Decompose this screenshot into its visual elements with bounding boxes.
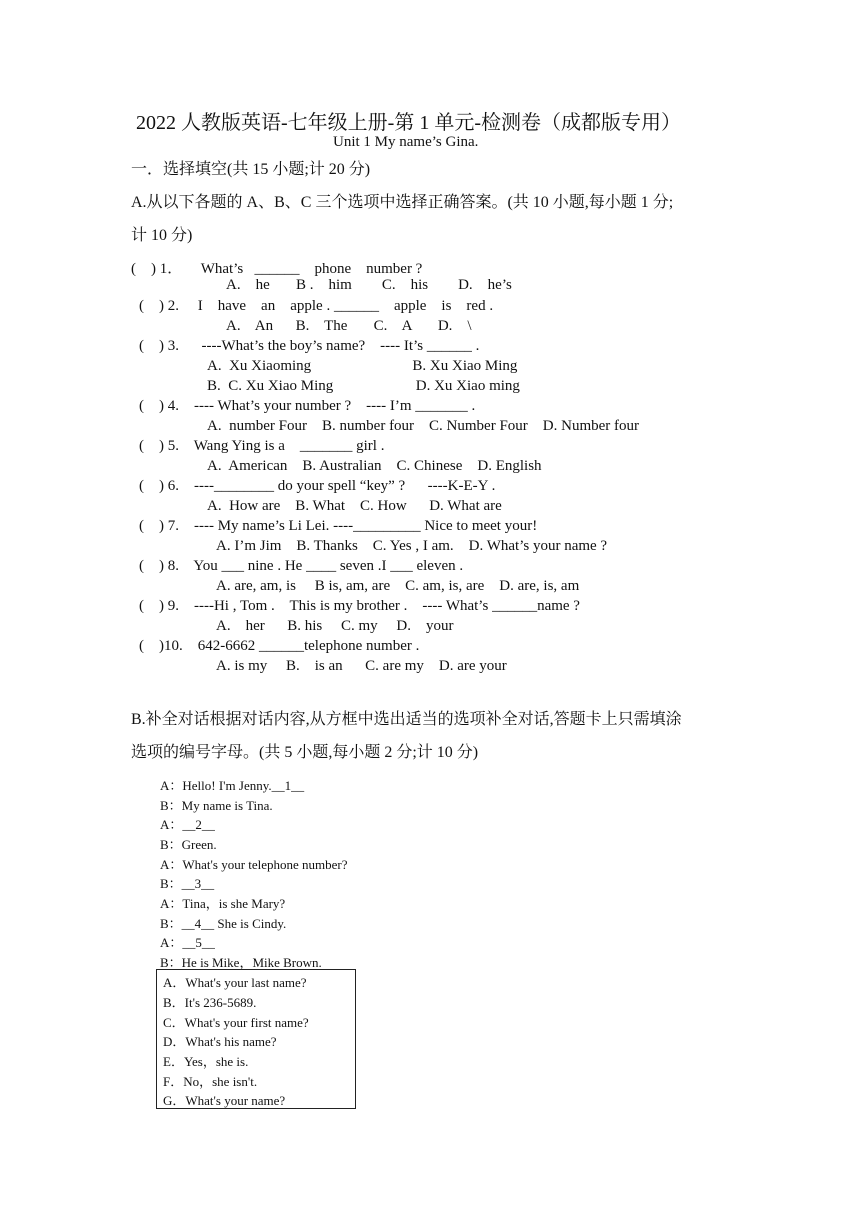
choice-c: C．What's your first name? [163, 1015, 309, 1030]
question-10-stem: ( )10. 642-6662 ______telephone number . [139, 638, 420, 654]
section-heading: 一．选择填空(共 15 小题;计 20 分) [131, 161, 371, 178]
unit-subtitle: Unit 1 My name’s Gina. [333, 134, 479, 150]
question-9-stem: ( ) 9. ----Hi , Tom . This is my brother . ---- What’s ______name ? [139, 598, 580, 614]
question-3-options-1: A. Xu Xiaoming B. Xu Xiao Ming [207, 358, 518, 374]
choice-e: E．Yes，she is. [163, 1054, 249, 1069]
question-2-stem: ( ) 2. I have an apple . ______ apple is red . [139, 298, 494, 314]
question-7-options: A. I’m Jim B. Thanks C. Yes , I am. D. What’s your name ? [216, 538, 608, 554]
dialogue-line-3: A：__2__ [160, 817, 215, 832]
choice-d: D．What's his name? [163, 1034, 277, 1049]
choice-b: B．It's 236-5689. [163, 995, 257, 1010]
question-7-stem: ( ) 7. ---- My name’s Li Lei. ----_________ Nice to meet your! [139, 518, 538, 534]
question-4-stem: ( ) 4. ---- What’s your number ? ---- I’m _______ . [139, 398, 476, 414]
question-6-options: A. How are B. What C. How D. What are [207, 498, 502, 514]
choice-g: G．What's your name? [163, 1093, 286, 1108]
question-8-options: A. are, am, is B is, am, are C. am, is, are D. are, is, am [216, 578, 580, 594]
choice-f: F．No，she isn't. [163, 1074, 258, 1089]
dialogue-line-2: B：My name is Tina. [160, 798, 273, 813]
question-10-options: A. is my B. is an C. are my D. are your [216, 658, 507, 674]
question-1-stem: ( ) 1． What’s ______ phone number ? [131, 261, 423, 277]
question-3-options-2: B. C. Xu Xiao Ming D. Xu Xiao ming [207, 378, 520, 394]
dialogue-line-5: A：What's your telephone number? [160, 857, 348, 872]
question-9-options: A. her B. his C. my D. your [216, 618, 454, 634]
dialogue-line-6: B：__3__ [160, 876, 215, 891]
part-b-instruction-line2: 选项的编号字母。(共 5 小题,每小题 2 分;计 10 分) [131, 744, 479, 761]
question-5-stem: ( ) 5. Wang Ying is a _______ girl . [139, 438, 385, 454]
dialogue-line-9: A：__5__ [160, 935, 215, 950]
dialogue-line-8: B：__4__ She is Cindy. [160, 916, 287, 931]
question-1-options: A. he B . him C. his D. he’s [226, 277, 512, 293]
question-6-stem: ( ) 6. ----________ do your spell “key” ? ----K-E-Y . [139, 478, 496, 494]
choice-a: A．What's your last name? [163, 975, 307, 990]
question-4-options: A. number Four B. number four C. Number Four D. Number four [207, 418, 640, 434]
dialogue-line-1: A：Hello! I'm Jenny.__1__ [160, 778, 305, 793]
dialogue-line-10: B：He is Mike，Mike Brown. [160, 955, 322, 970]
dialogue-line-4: B：Green. [160, 837, 217, 852]
question-2-options: A. An B. The C. A D. \ [226, 318, 472, 334]
question-5-options: A. American B. Australian C. Chinese D. English [207, 458, 542, 474]
part-b-instruction-line1: B.补全对话根据对话内容,从方框中选出适当的选项补全对话,答题卡上只需填涂 [131, 711, 682, 728]
document-title: 2022 人教版英语-七年级上册-第 1 单元-检测卷（成都版专用） [136, 112, 681, 134]
question-8-stem: ( ) 8. You ___ nine . He ____ seven .I ___ eleven . [139, 558, 464, 574]
part-a-instruction-line2: 计 10 分) [131, 227, 193, 244]
dialogue-line-7: A：Tina，is she Mary? [160, 896, 286, 911]
part-a-instruction-line1: A.从以下各题的 A、B、C 三个选项中选择正确答案。(共 10 小题,每小题 1 分; [131, 194, 674, 211]
question-3-stem: ( ) 3. ----What’s the boy’s name? ---- It’s ______ . [139, 338, 480, 354]
